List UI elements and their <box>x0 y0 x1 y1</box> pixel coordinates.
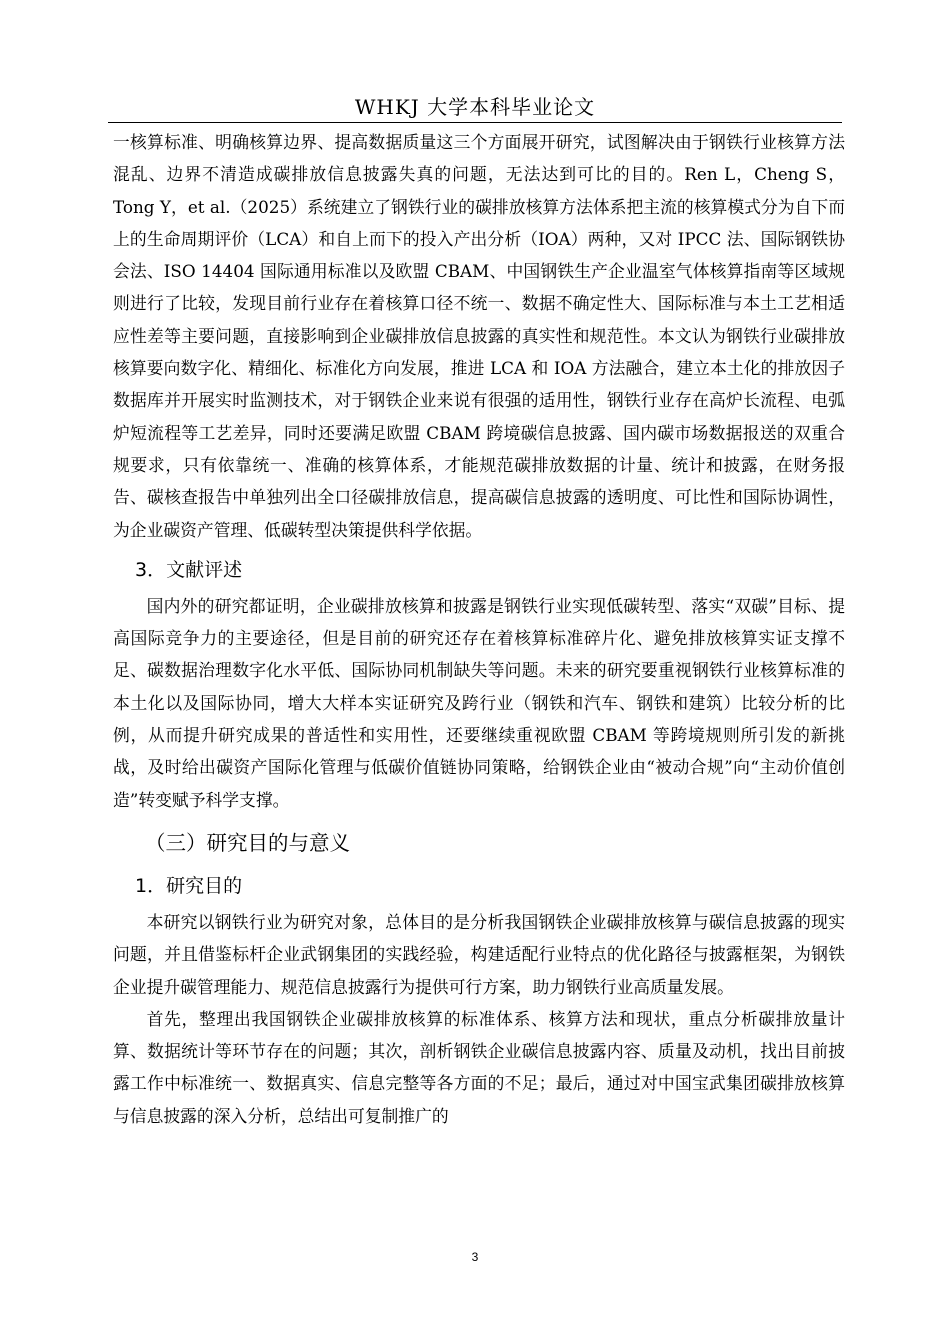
paragraph-literature-review: 国内外的研究都证明，企业碳排放核算和披露是钢铁行业实现低碳转型、落实“双碳”目标、提高国际竞争力的主要途径，但是目前的研究还存在着核算标准碎片化、避免排放核算实证支撑不足、碳数据治理数字化水平低、国际协同机制缺失等问题。未来的研究要重视钢铁行业核算标准的本土化以及国际协同，增大大样本实证研究及跨行业（钢铁和汽车、钢铁和建筑）比较分析的比例，从而提升研究成果的普适性和实用性，还要继续重视欧盟 CBAM 等跨境规则所引发的新挑战，及时给出碳资产国际化管理与低碳价值链协同策略，给钢铁企业由“被动合规”向“主动价值创造”转变赋予科学支撑。 <box>113 595 845 810</box>
heading-literature-review: 3．文献评述 <box>135 558 243 581</box>
page-number: 3 <box>471 1250 479 1264</box>
heading-purpose-significance: （三）研究目的与意义 <box>145 830 350 855</box>
paragraph-research-steps: 首先，整理出我国钢铁企业碳排放核算的标准体系、核算方法和现状，重点分析碳排放量计算、数据统计等环节存在的问题；其次，剖析钢铁企业碳信息披露内容、质量及动机，找出目前披露工作中标准统一、数据真实、信息完整等各方面的不足；最后，通过对中国宝武集团碳排放核算与信息披露的深入分析，总结出可复制推广的 <box>113 1008 845 1126</box>
document-body <box>113 126 845 1132</box>
heading-research-purpose: 1．研究目的 <box>135 874 243 897</box>
paragraph-accounting-review: 一核算标准、明确核算边界、提高数据质量这三个方面展开研究，试图解决由于钢铁行业核算方法混乱、边界不清造成碳排放信息披露失真的问题，无法达到可比的目的。Ren L，Cheng S，Tong Y，et al.（2025）系统建立了钢铁行业的碳排放核算方法体系把主流的核算模式分为自下而上的生命周期评价（LCA）和自上而下的投入产出分析（IOA）两种，又对 IPCC 法、国际钢铁协会法、ISO 14404 国际通用标准以及欧盟 CBAM、中国钢铁生产企业温室气体核算指南等区域规则进行了比较，发现目前行业存在着核算口径不统一、数据不确定性大、国际标准与本土工艺相适应性差等主要问题，直接影响到企业碳排放信息披露的真实性和规范性。本文认为钢铁行业碳排放核算要向数字化、精细化、标准化方向发展，推进 LCA 和 IOA 方法融合，建立本土化的排放因子数据库并开展实时监测技术，对于钢铁企业来说有很强的适用性，钢铁行业存在高炉长流程、电弧炉短流程等工艺差异，同时还要满足欧盟 CBAM 跨境碳信息披露、国内碳市场数据报送的双重合规要求，只有依靠统一、准确的核算体系，才能规范碳排放数据的计量、统计和披露，在财务报告、碳核查报告中单独列出全口径碳排放信息，提高碳信息披露的透明度、可比性和国际协调性，为企业碳资产管理、低碳转型决策提供科学依据。 <box>113 132 845 540</box>
page-header-title: WHKJ 大学本科毕业论文 <box>108 92 842 123</box>
paragraph-research-purpose: 本研究以钢铁行业为研究对象，总体目的是分析我国钢铁企业碳排放核算与碳信息披露的现实问题，并且借鉴标杆企业武钢集团的实践经验，构建适配行业特点的优化路径与披露框架，为钢铁企业提升碳管理能力、规范信息披露行为提供可行方案，助力钢铁行业高质量发展。 <box>113 911 845 997</box>
